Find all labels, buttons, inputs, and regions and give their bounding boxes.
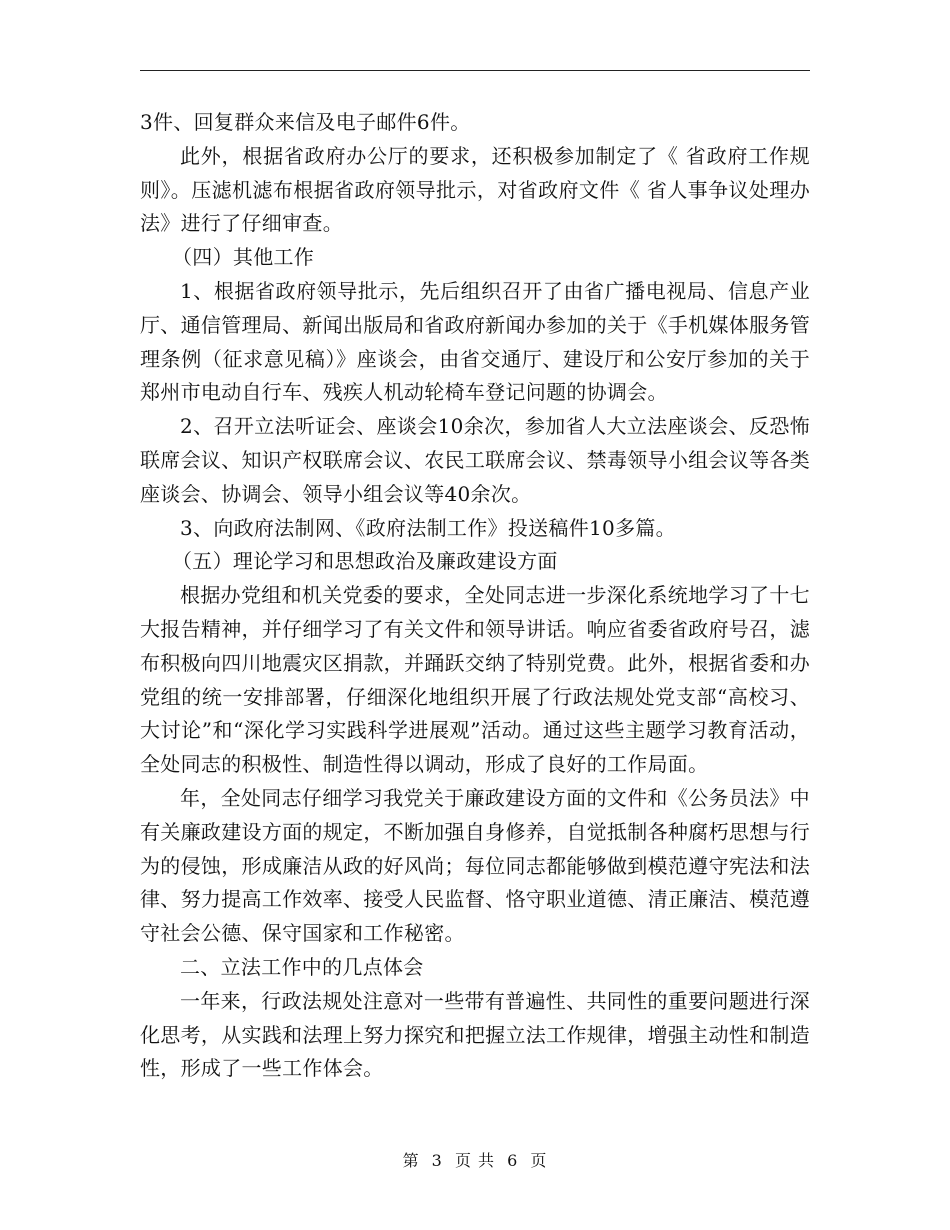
section-heading: （四）其他工作 [172, 245, 315, 270]
paragraph: 此外，根据省政府办公厅的要求，还积极参加制定了《 省政府工作规则》。压滤机滤布根据省政府领导批示，对省政府文件《 省人事争议处理办法》进行了仔细审查。 [140, 143, 810, 236]
current-page-number: 3 [431, 1151, 443, 1170]
paragraph: 3、向政府法制网、《政府法制工作》投送稿件10多篇。 [180, 515, 676, 540]
total-pages-number: 6 [507, 1151, 519, 1170]
footer-prefix: 第 [402, 1151, 420, 1170]
paragraph: 1、根据省政府领导批示，先后组织召开了由省广播电视局、信息产业厅、通信管理局、新闻出版局和省政府新闻办参加的关于《手机媒体服务管理条例（征求意见稿）》座谈会，由省交通厅、建设厅和公安厅参加的关于郑州市电动自行车、残疾人机动轮椅车登记问题的协调会。 [140, 278, 810, 405]
section-heading: 二、立法工作中的几点体会 [180, 954, 424, 979]
paragraph: 2、召开立法听证会、座谈会10余次，参加省人大立法座谈会、反恐怖联席会议、知识产权联席会议、农民工联席会议、禁毒领导小组会议等各类座谈会、协调会、领导小组会议等40余次。 [140, 414, 810, 506]
section-heading: （五）理论学习和思想政治及廉政建设方面 [172, 549, 558, 574]
footer-suffix: 页 [530, 1151, 548, 1170]
paragraph: 年，全处同志仔细学习我党关于廉政建设方面的文件和《公务员法》中有关廉政建设方面的规定，不断加强自身修养，自觉抵制各种腐朽思想与行为的侵蚀，形成廉洁从政的好风尚；每位同志都能够做到模范遵守宪法和法律、努力提高工作效率、接受人民监督、恪守职业道德、清正廉洁、模范遵守社会公德、保守国家和工作秘密。 [140, 785, 810, 946]
paragraph: 根据办党组和机关党委的要求，全处同志进一步深化系统地学习了十七大报告精神，并仔细学习了有关文件和领导讲话。响应省委省政府号召，滤布积极向四川地震灾区捐款，并踊跃交纳了特别党费。此外，根据省委和办党组的统一安排部署，仔细深化地组织开展了行政法规处党支部“高校习、大讨论”和“深化学习实践科学进展观”活动。通过这些主题学习教育活动，全处同志的积极性、制造性得以调动，形成了良好的工作局面。 [140, 583, 810, 777]
footer-middle: 页 共 [454, 1151, 496, 1170]
page-number-footer [0, 1150, 950, 1172]
body-text [140, 106, 810, 1086]
paragraph: 一年来，行政法规处注意对一些带有普遍性、共同性的重要问题进行深化思考，从实践和法理上努力探究和把握立法工作规律，增强主动性和制造性，形成了一些工作体会。 [140, 988, 810, 1081]
paragraph-continuation: 3件、回复群众来信及电子邮件6件。 [140, 110, 471, 134]
header-rule [140, 70, 810, 71]
